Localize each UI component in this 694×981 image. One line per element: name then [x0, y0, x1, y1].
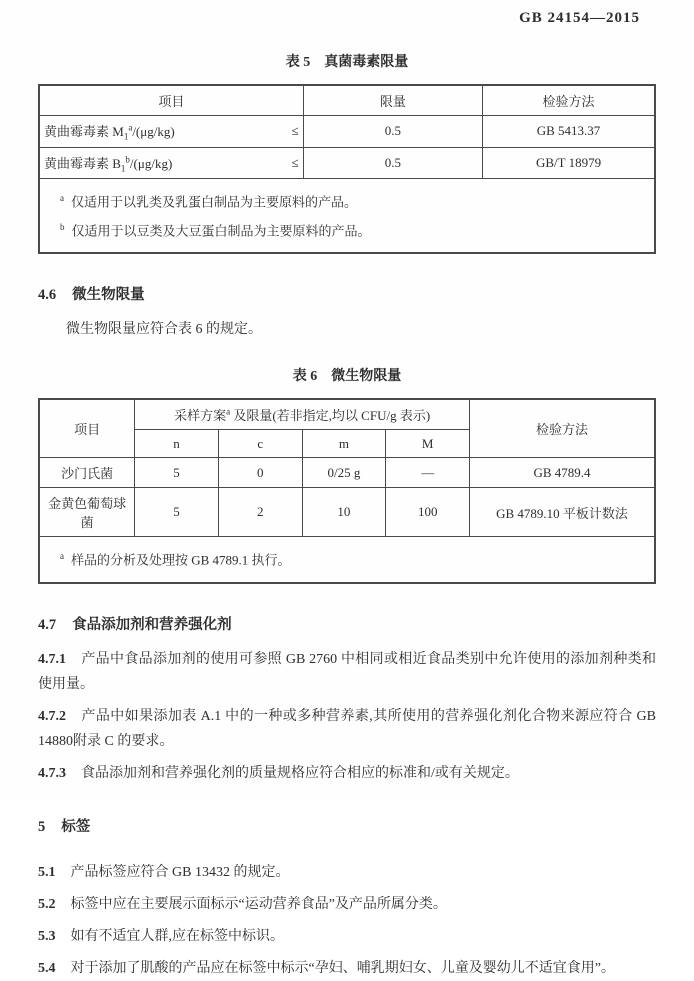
cell-n: 5 — [135, 458, 219, 488]
table6-subcol-n: n — [135, 430, 219, 458]
table-row — [39, 458, 655, 488]
section-4-7-heading: 4.7 食品添加剂和营养强化剂 — [38, 616, 232, 633]
clause-5-3: 5.3 如有不适宜人群,应在标签中标识。 — [38, 928, 284, 944]
less-equal-symbol: ≤ — [291, 123, 299, 139]
footnote-a: $^a$ 仅适用于以乳类及乳蛋白制品为主要原料的产品。 — [60, 193, 358, 210]
table6-col-sampling-plan: 采样方案$^a$ 及限量(若非指定,均以 CFU/g 表示) — [135, 399, 470, 430]
cell-m: 0/25 g — [302, 458, 386, 488]
table5-footnotes-row — [39, 179, 655, 253]
clause-5-4: 5.4 对于添加了肌酸的产品应在标签中标示“孕妇、哺乳期妇女、儿童及婴幼儿不适宜食用”。 — [38, 960, 615, 976]
cell-c: 0 — [218, 458, 302, 488]
section-4-6-body: 微生物限量应符合表 6 的规定。 — [66, 321, 262, 337]
table5-mycotoxin-limits — [38, 84, 656, 254]
table5-caption-text: 真菌毒素限量 — [324, 55, 409, 70]
cell-item — [39, 116, 303, 148]
cell-M: 100 — [386, 488, 470, 537]
table5-caption-label: 表 5 — [285, 55, 311, 70]
cell-item — [39, 147, 303, 179]
footnote-a: $^a$ 样品的分析及处理按 GB 4789.1 执行。 — [60, 551, 291, 568]
table5-caption — [38, 51, 656, 71]
clause-5-2: 5.2 标签中应在主要展示面标示“运动营养食品”及产品所属分类。 — [38, 896, 447, 912]
cell-limit: 0.5 — [303, 116, 482, 148]
section-4-7-clauses — [38, 647, 656, 786]
less-equal-symbol: ≤ — [291, 154, 299, 170]
clause-5-1: 5.1 产品标签应符合 GB 13432 的规定。 — [38, 864, 290, 880]
item-name: 黄曲霉毒素 $M_1^a/(\mu g/kg)$ — [44, 122, 175, 142]
table6-subcol-M: M — [386, 430, 470, 458]
table6-caption-text: 微生物限量 — [331, 369, 402, 385]
footnote-b: $^b$ 仅适用于以豆类及大豆蛋白制品为主要原料的产品。 — [60, 221, 371, 238]
cell-n: 5 — [135, 488, 219, 537]
cell-method: GB 5413.37 — [483, 116, 655, 148]
section-5-heading: 5 标签 — [38, 818, 91, 835]
cell-c: 2 — [218, 488, 302, 537]
table5-col-item: 项目 — [39, 85, 303, 116]
cell-item: 沙门氏菌 — [39, 458, 135, 488]
table6-caption-label: 表 6 — [292, 369, 318, 385]
clause-4-7-3: 4.7.3 食品添加剂和营养强化剂的质量规格应符合相应的标准和/或有关规定。 — [38, 765, 519, 781]
cell-method: GB 4789.10 平板计数法 — [470, 488, 655, 537]
table6-subcol-m: m — [302, 430, 386, 458]
clause-4-7-2: 4.7.2 产品中如果添加表 A.1 中的一种或多种营养素,其所使用的营养强化剂化合物来源应符合 GB 14880附录 C 的要求。 — [38, 708, 656, 749]
table-row — [39, 488, 655, 537]
cell-m: 10 — [302, 488, 386, 537]
table6-col-item: 项目 — [39, 399, 135, 458]
cell-method: GB 4789.4 — [470, 458, 655, 488]
table6-header-row-1 — [39, 399, 655, 430]
standard-number: GB 24154—2015 — [519, 10, 640, 26]
table5-col-limit: 限量 — [303, 85, 482, 116]
table6-subcol-c: c — [218, 430, 302, 458]
table6-footnote-row — [39, 537, 655, 583]
table6-microbial-limits — [38, 398, 656, 583]
table-row — [39, 116, 655, 148]
table6-col-method: 检验方法 — [470, 399, 655, 458]
cell-M: — — [386, 458, 470, 488]
section-5-clauses — [38, 860, 656, 981]
clause-4-7-1: 4.7.1 产品中食品添加剂的使用可参照 GB 2760 中相同或相近食品类别中允许使用的添加剂种类和使用量。 — [38, 651, 656, 692]
item-name: 黄曲霉毒素 $B_1^b/(\mu g/kg)$ — [44, 154, 173, 174]
table-row — [39, 147, 655, 179]
cell-limit: 0.5 — [303, 147, 482, 179]
cell-item: 金黄色葡萄球菌 — [39, 488, 135, 537]
table5-col-method: 检验方法 — [483, 85, 655, 116]
section-4-6-heading: 4.6 微生物限量 — [38, 286, 145, 303]
cell-method: GB/T 18979 — [483, 147, 655, 179]
table6-caption — [38, 365, 656, 385]
table5-header-row — [39, 85, 655, 116]
